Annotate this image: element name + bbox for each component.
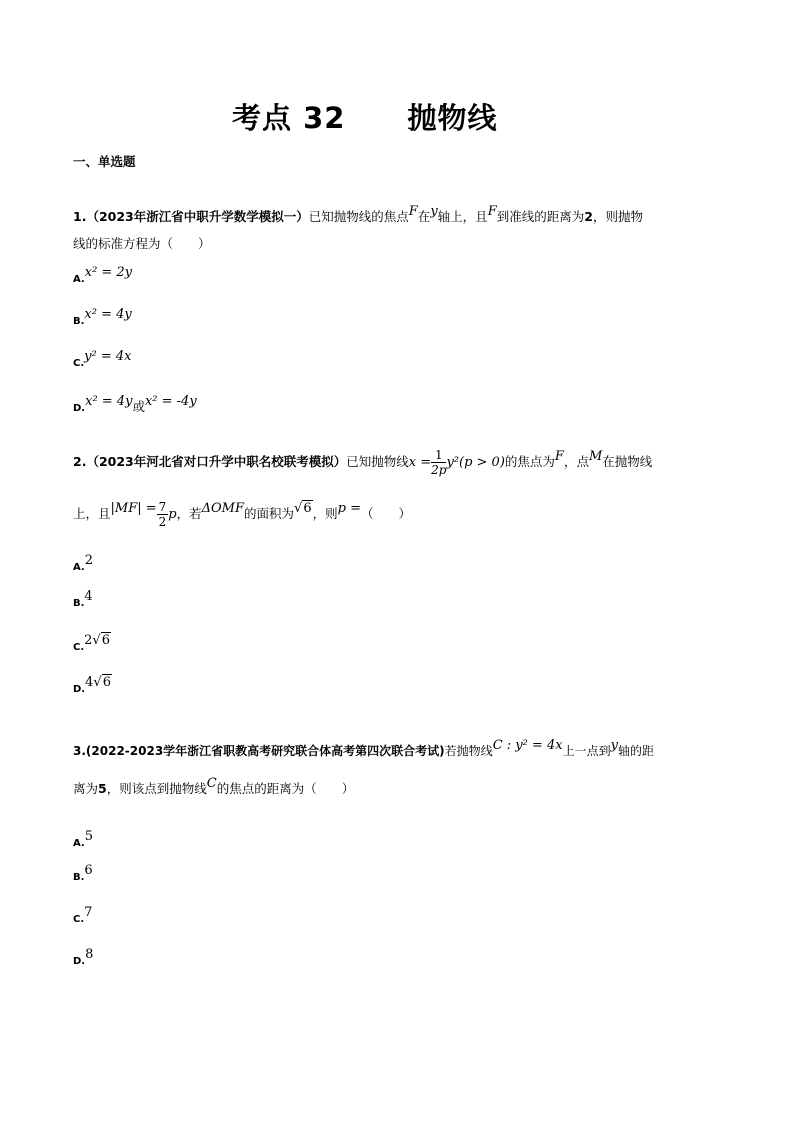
question-2-line-1 (73, 448, 652, 477)
q3-text: ，则该点到抛物线 (106, 781, 207, 796)
q2-p-equals: p = (337, 501, 361, 516)
q2-equation-rhs: y²(p > 0) (446, 455, 505, 470)
section-heading: 一、单选题 (73, 154, 136, 169)
option-expression: 6 (84, 863, 93, 878)
sqrt-radicand: 6 (101, 633, 110, 648)
q2-triangle: ΔOMF (201, 501, 245, 516)
q3-number: 3. (73, 744, 86, 758)
option-label: D. (73, 684, 86, 695)
q3-text: 轴的距 (617, 744, 654, 758)
question-2-line-2 (73, 500, 411, 529)
q1-option-b[interactable] (73, 307, 132, 328)
q3-option-c[interactable] (73, 905, 93, 926)
q2-text: ，则 (312, 506, 338, 521)
option-expression: x² = -4y (144, 394, 197, 409)
option-coefficient: 2 (84, 633, 93, 648)
q2-text: 在抛物线 (602, 454, 653, 469)
option-expression: y² = 4x (84, 349, 132, 364)
q2-var-p: p (168, 507, 177, 522)
option-sqrt: √6 (93, 675, 111, 690)
q2-source: （2023年河北省对口升学中职名校联考模拟） (86, 454, 347, 469)
option-coefficient: 4 (85, 675, 94, 690)
q3-distance: 5 (98, 781, 107, 796)
q3-var-y: y (610, 738, 618, 753)
option-expression: 4 (84, 589, 93, 604)
option-label: C. (73, 642, 85, 653)
q2-abs-expression: |MF| = (110, 501, 157, 516)
option-label: D. (73, 403, 86, 414)
q3-equation: C : y² = 4x (492, 738, 563, 753)
q3-text: 离为 (73, 781, 99, 796)
q3-text: 的焦点的距离为（ ） (216, 781, 355, 796)
q2-equation-lhs: x = (408, 455, 432, 470)
q1-source: （2023年浙江省中职升学数学模拟一） (86, 209, 309, 224)
option-connector: 或 (132, 399, 145, 414)
question-1-line-2: 线的标准方程为（ ） (73, 236, 211, 251)
q2-var-F: F (554, 449, 564, 464)
option-label: C. (73, 358, 85, 369)
q2-option-c[interactable] (73, 633, 111, 654)
q1-number: 1. (73, 209, 87, 224)
fraction-numerator: 1 (431, 448, 446, 463)
q2-option-a[interactable] (73, 553, 94, 574)
option-label: C. (73, 914, 85, 925)
q2-sqrt: √6 (294, 501, 312, 516)
sqrt-radicand: 6 (102, 675, 111, 690)
q1-var-F: F (487, 204, 497, 219)
q2-option-d[interactable] (73, 675, 112, 696)
option-expression: 2 (84, 553, 94, 568)
q1-text: 已知抛物线的焦点 (308, 209, 409, 224)
q1-text: 到准线的距离为 (496, 209, 585, 224)
option-expression: x² = 4y (84, 307, 132, 322)
fraction-denominator: 2 (158, 515, 167, 529)
option-label: B. (73, 316, 85, 327)
page-title (232, 96, 497, 137)
q1-text: 在 (417, 209, 431, 224)
q2-text: （ ） (360, 506, 411, 521)
q1-option-d[interactable] (73, 394, 197, 415)
option-label: B. (73, 598, 85, 609)
option-sqrt: √6 (92, 633, 110, 648)
q3-text: 上一点到 (562, 744, 611, 758)
q2-option-b[interactable] (73, 589, 93, 610)
q2-var-M: M (588, 449, 603, 464)
option-label: A. (73, 838, 85, 849)
q2-text: 的焦点为 (504, 454, 555, 469)
title-topic-name: 抛物线 (407, 101, 498, 135)
option-expression: 5 (84, 829, 94, 844)
q1-option-a[interactable] (73, 265, 133, 286)
q1-var-F: F (408, 204, 418, 219)
q2-text: 已知抛物线 (346, 454, 409, 469)
q1-text: 轴上，且 (437, 209, 488, 224)
option-expression: 8 (85, 947, 94, 962)
q3-option-b[interactable] (73, 863, 93, 884)
fraction-numerator: 7 (158, 500, 167, 514)
q2-text: 的面积为 (244, 506, 295, 521)
sqrt-radicand: 6 (303, 501, 312, 516)
q2-text: 上，且 (73, 506, 111, 521)
q1-var-y: y (430, 204, 438, 219)
q2-text: ，点 (563, 454, 589, 469)
option-label: A. (73, 562, 85, 573)
q1-distance: 2 (584, 209, 593, 224)
option-label: A. (73, 274, 85, 285)
q2-fraction (431, 448, 446, 477)
option-expression: x² = 2y (84, 265, 133, 280)
option-expression: 7 (84, 905, 93, 920)
q3-option-d[interactable] (73, 947, 94, 968)
q1-option-c[interactable] (73, 349, 132, 370)
question-3-line-2 (73, 776, 355, 796)
q3-option-a[interactable] (73, 829, 94, 850)
q1-text: ，则抛物 (592, 209, 643, 224)
option-expression: x² = 4y (85, 394, 133, 409)
q3-text: 若抛物线 (444, 744, 493, 758)
title-topic-number: 考点 32 (232, 101, 346, 135)
question-1-line-1 (73, 204, 643, 224)
fraction-denominator: 2p (431, 463, 447, 477)
question-3-line-1 (73, 738, 654, 758)
q2-fraction-2 (157, 500, 169, 529)
q3-var-C: C (206, 776, 217, 791)
q2-number: 2. (73, 454, 87, 469)
q2-text: ，若 (176, 506, 202, 521)
option-label: D. (73, 956, 86, 967)
option-label: B. (73, 872, 85, 883)
q3-source: (2022-2023学年浙江省职教高考研究联合体高考第四次联合考试) (85, 744, 445, 758)
